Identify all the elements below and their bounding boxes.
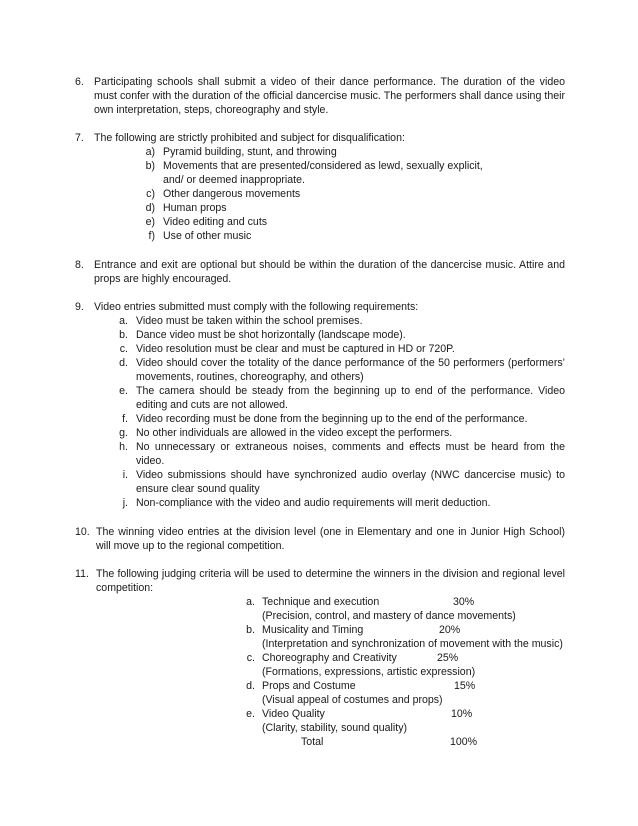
criterion-name: Musicality and Timing [262, 624, 364, 636]
list-item-6 [75, 75, 565, 117]
list-subitem: d. Video should cover the totality of the dance performance of the 50 performers (performers’ movements, routines, choreography, and others) [119, 357, 565, 383]
criterion-percent: 15% [454, 680, 476, 692]
list-subitem: g. No other individuals are allowed in the video except the performers. [119, 427, 453, 439]
criterion-row: a. Technique and execution 30% [246, 596, 475, 608]
criterion-percent: 30% [453, 596, 475, 608]
item-text: The winning video entries at the division level (one in Elementary and one in Junior High School) will move up to the regional competition. [96, 526, 565, 552]
list-subitem: i. Video submissions should have synchronized audio overlay (NWC dancercise music) to ensure clear sound quality [122, 469, 565, 495]
criterion-description: (Clarity, stability, sound quality) [262, 722, 408, 734]
criterion-description: (Visual appeal of costumes and props) [262, 694, 443, 706]
item-number: 7. [75, 132, 84, 144]
item-number: 8. [75, 259, 84, 271]
list-item-7 [75, 131, 565, 243]
criterion-name: Video Quality [262, 708, 325, 720]
judging-criteria [235, 595, 575, 749]
list-subitem: b. Dance video must be shot horizontally (landscape mode). [119, 329, 406, 341]
item-number: 6. [75, 76, 84, 88]
criterion-percent: 10% [451, 708, 473, 720]
criterion-name: Props and Costume [262, 680, 356, 692]
criterion-row: b. Musicality and Timing 20% [246, 624, 461, 636]
item-text: Entrance and exit are optional but should be within the duration of the dancercise music. Attire and props are highly encouraged. [94, 259, 565, 285]
criterion-description: (Formations, expressions, artistic expression) [262, 666, 476, 678]
item-number: 10. [75, 526, 90, 538]
criterion-name: Choreography and Creativity [262, 652, 397, 664]
list-subitem: h. No unnecessary or extraneous noises, comments and effects must be heard from the video. [119, 441, 565, 467]
item-text: Participating schools shall submit a video of their dance performance. The duration of the video must confer with the duration of the official dancercise music. The performers shall dance using their own interpretation, steps, choreography and style. [94, 76, 565, 116]
item-number: 9. [75, 301, 84, 313]
list-item-8 [75, 258, 565, 286]
criterion-description: (Precision, control, and mastery of dance movements) [262, 610, 516, 622]
total-label: Total [301, 736, 324, 748]
list-subitem: c) Other dangerous movements [146, 188, 301, 200]
criterion-percent: 20% [439, 624, 461, 636]
criterion-name: Technique and execution [262, 596, 380, 608]
list-subitem: f. Video recording must be done from the beginning up to the end of the performance. [122, 413, 528, 425]
criterion-row: d. Props and Costume 15% [246, 680, 476, 692]
list-subitem: e. The camera should be steady from the beginning up to end of the performance. Video editing and cuts are not allowed. [119, 385, 565, 411]
criterion-row: c. Choreography and Creativity 25% [246, 652, 459, 664]
criterion-description: (Interpretation and synchronization of movement with the music) [262, 638, 563, 650]
total-row [235, 735, 575, 749]
list-subitem: b) Movements that are presented/considered as lewd, sexually explicit, and/ or deemed inappropriate. [145, 160, 483, 186]
prohibited-list [133, 145, 565, 243]
list-subitem: a) Pyramid building, stunt, and throwing [145, 146, 337, 158]
item-text: Video entries submitted must comply with the following requirements: [94, 301, 419, 313]
list-item-10 [75, 525, 565, 553]
list-subitem: d) Human props [145, 202, 227, 214]
list-subitem: e) Video editing and cuts [145, 216, 268, 228]
list-item-11 [75, 567, 565, 595]
item-text: The following are strictly prohibited and subject for disqualification: [94, 132, 405, 144]
criterion-row: e. Video Quality 10% [246, 708, 473, 720]
item-text: The following judging criteria will be used to determine the winners in the division and regional level competition: [96, 568, 565, 594]
list-item-9 [75, 300, 565, 510]
requirements-list [106, 314, 565, 510]
item-number: 11. [75, 568, 89, 580]
list-subitem: j. Non-compliance with the video and audio requirements will merit deduction. [122, 497, 491, 509]
list-subitem: a. Video must be taken within the school premises. [119, 315, 363, 327]
list-subitem: f) Use of other music [148, 230, 252, 242]
list-subitem: c. Video resolution must be clear and must be captured in HD or 720P. [119, 343, 455, 355]
total-percent: 100% [450, 736, 478, 748]
criterion-percent: 25% [437, 652, 459, 664]
